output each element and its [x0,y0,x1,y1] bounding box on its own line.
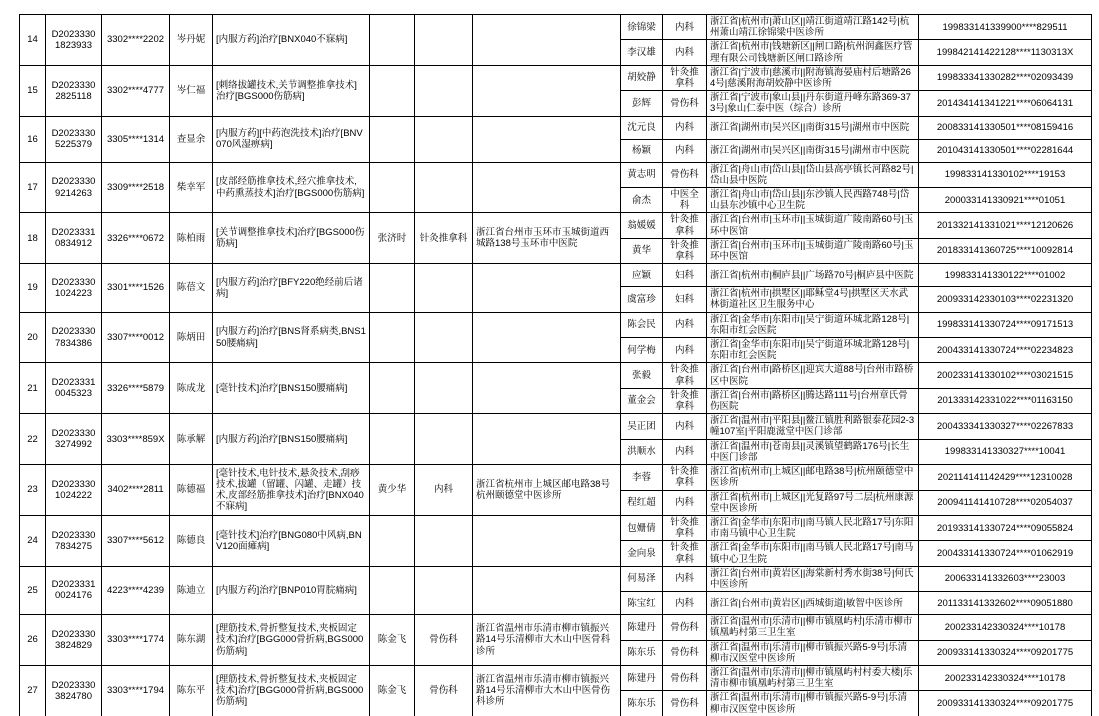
treatment-scope: [毫针技术,电针技术,悬灸技术,刮痧技术,拔罐（留罐、闪罐、走罐）技术,皮部经筋推拿技术]治疗[BNX040不寐病] [213,465,370,516]
assessor-dept: 内科 [663,490,707,515]
row-seq: 15 [20,65,46,116]
row-seq: 19 [20,264,46,312]
acceptance-no: D20233302825118 [46,65,102,116]
treatment-scope: [理筋技术,骨折整复技术,夹板固定技术]治疗[BGG000骨折病,BGS000伤筋病] [213,615,370,666]
assessor-dept: 针灸推拿科 [663,465,707,490]
assessor-dept: 骨伤科 [663,640,707,665]
assessor-name: 黄志明 [621,162,663,187]
mentor-org [473,312,621,363]
assessor-cert-no: 200941141410728****02054037 [919,490,1092,515]
mentor-org: 浙江省温州市乐清市柳市镇振兴路14号乐清柳市大木山中医骨科诊所 [473,615,621,666]
treatment-scope: [毫针技术]治疗[BNG080中风病,BNV120面瘫病] [213,515,370,566]
applicant-name: 陈蓓文 [170,264,213,312]
mentor-name [370,264,415,312]
mentor-dept [415,116,473,162]
id-number-masked: 3307****5612 [102,515,170,566]
assessor-name: 何易泽 [621,566,663,591]
assessor-name: 陈宝红 [621,592,663,615]
assessor-name: 李蓉 [621,465,663,490]
id-number-masked: 3303****859X [102,414,170,465]
mentor-name [370,566,415,614]
assessor-name: 包姗倩 [621,515,663,540]
assessor-dept: 妇科 [663,264,707,287]
assessor-dept: 妇科 [663,287,707,312]
row-seq: 21 [20,363,46,414]
treatment-scope: [皮部经筋推拿技术,经穴推拿技术,中药熏蒸技术]治疗[BGS000伤筋病] [213,162,370,213]
assessor-org: 浙江省|舟山市|岱山县||东沙镇人民西路748号|岱山县东沙镇中心卫生院 [707,188,919,213]
assessor-cert-no: 200933141330324****09201775 [919,691,1092,716]
assessor-name: 张毅 [621,363,663,388]
table-row [20,65,1092,90]
assessor-name: 金向泉 [621,541,663,566]
mentor-dept [415,515,473,566]
acceptance-no: D20233301823933 [46,15,102,66]
assessor-name: 吴正团 [621,414,663,439]
assessor-dept: 骨伤科 [663,162,707,187]
assessor-org: 浙江省|湖州市|吴兴区||南街315号|湖州市中医院 [707,116,919,139]
assessor-org: 浙江省|台州市|玉环市||玉城街道广陵南路60号|玉环中医馆 [707,213,919,238]
applicant-name: 陈德良 [170,515,213,566]
mentor-name [370,15,415,66]
assessor-dept: 骨伤科 [663,91,707,116]
id-number-masked: 3402****2811 [102,465,170,516]
mentor-name: 黄少华 [370,465,415,516]
assessor-org: 浙江省|宁波市|象山县||丹东街道丹峰东路369-373号|象山仁泰中医（综合）诊所 [707,91,919,116]
row-seq: 17 [20,162,46,213]
assessor-dept: 中医全科 [663,188,707,213]
assessor-org: 浙江省|舟山市|岱山县||岱山县高亭镇长河路82号|岱山县中医院 [707,162,919,187]
table-row [20,363,1092,388]
assessor-dept: 内科 [663,414,707,439]
mentor-org: 浙江省温州市乐清市柳市镇振兴路14号乐清柳市大木山中医骨伤科诊所 [473,665,621,716]
applicant-name: 柴幸军 [170,162,213,213]
assessor-dept: 针灸推拿科 [663,363,707,388]
mentor-name [370,312,415,363]
table-row [20,414,1092,439]
mentor-dept [415,566,473,614]
applicant-name: 陈德福 [170,465,213,516]
assessor-name: 李汉雄 [621,40,663,65]
mentor-org: 浙江省台州市玉环市玉城街道西城路138号玉环市中医院 [473,213,621,264]
mentor-org [473,264,621,312]
assessor-name: 黄华 [621,238,663,263]
mentor-name [370,414,415,465]
assessor-dept: 内科 [663,312,707,337]
mentor-org [473,65,621,116]
assessor-name: 何学梅 [621,338,663,363]
assessor-org: 浙江省|杭州市|上城区||邮电路38号|杭州颐德堂中医诊所 [707,465,919,490]
assessor-dept: 针灸推拿科 [663,238,707,263]
assessor-cert-no: 200433341330327****02267833 [919,414,1092,439]
assessor-name: 徐锦梁 [621,15,663,40]
acceptance-no: D20233301024223 [46,264,102,312]
applicant-name: 陈东湖 [170,615,213,666]
assessor-cert-no: 201833141360725****10092814 [919,238,1092,263]
mentor-name [370,65,415,116]
mentor-name [370,363,415,414]
assessor-org: 浙江省|温州市|乐清市||柳市镇振兴路5-9号|乐清柳市汉医堂中医诊所 [707,640,919,665]
assessor-cert-no: 200233142330324****10178 [919,665,1092,690]
acceptance-no: D20233310834912 [46,213,102,264]
mentor-dept: 骨伤科 [415,615,473,666]
table-row [20,312,1092,337]
assessor-name: 俞杰 [621,188,663,213]
treatment-scope: [内服方药]治疗[BFY220绝经前后诸病] [213,264,370,312]
id-number-masked: 3301****1526 [102,264,170,312]
id-number-masked: 4223****4239 [102,566,170,614]
assessor-org: 浙江省|温州市|乐清市||柳市镇凰屿村村委大楼|乐清市柳市镇凰屿村第三卫生室 [707,665,919,690]
row-seq: 20 [20,312,46,363]
table-body [20,15,1092,716]
treatment-scope: [关节调整推拿技术]治疗[BGS000伤筋病] [213,213,370,264]
row-seq: 23 [20,465,46,516]
row-seq: 14 [20,15,46,66]
assessor-dept: 针灸推拿科 [663,388,707,413]
treatment-scope: [毫针技术]治疗[BNS150腰痛病] [213,363,370,414]
mentor-org [473,15,621,66]
mentor-name [370,515,415,566]
mentor-org [473,414,621,465]
applicant-name: 岑仁福 [170,65,213,116]
assessor-org: 浙江省|金华市|东阳市||南马镇人民北路17号|南马镇中心卫生院 [707,541,919,566]
assessor-org: 浙江省|杭州市|萧山区||靖江街道靖江路142号|杭州萧山靖江徐锦梁中医诊所 [707,15,919,40]
table-row [20,213,1092,238]
assessor-org: 浙江省|杭州市|拱墅区||耶稣堂4号|拱墅区天水武林街道社区卫生服务中心 [707,287,919,312]
assessor-dept: 骨伤科 [663,691,707,716]
assessor-name: 程红超 [621,490,663,515]
assessor-cert-no: 201333142331022****01163150 [919,388,1092,413]
assessor-dept: 内科 [663,116,707,139]
assessor-cert-no: 201434141341221****06064131 [919,91,1092,116]
assessor-cert-no: 200833141330501****08159416 [919,116,1092,139]
applicant-name: 陈柏雨 [170,213,213,264]
assessor-org: 浙江省|宁波市|慈溪市||附海镇海晏庙村后塘路264号|慈溪附海胡姣静中医诊所 [707,65,919,90]
assessor-name: 虞富珍 [621,287,663,312]
applicant-name: 陈东平 [170,665,213,716]
table-row [20,465,1092,490]
assessor-dept: 内科 [663,15,707,40]
assessor-name: 陈建丹 [621,615,663,640]
acceptance-no: D20233307834275 [46,515,102,566]
applicant-name: 陈炳田 [170,312,213,363]
assessor-org: 浙江省|温州市|乐清市||柳市镇振兴路5-9号|乐清柳市汉医堂中医诊所 [707,691,919,716]
mentor-dept [415,363,473,414]
assessor-cert-no: 201133141332602****09051880 [919,592,1092,615]
acceptance-no: D20233310024176 [46,566,102,614]
acceptance-no: D20233309214263 [46,162,102,213]
treatment-scope: [内服方药][中药泡洗技术]治疗[BNV070风湿痹病] [213,116,370,162]
assessor-org: 浙江省|台州市|黄岩区||西城街道|敏智中医诊所 [707,592,919,615]
assessor-name: 杨颖 [621,139,663,162]
acceptance-no: D20233310045323 [46,363,102,414]
table-row [20,116,1092,139]
row-seq: 25 [20,566,46,614]
assessor-dept: 针灸推拿科 [663,515,707,540]
assessor-cert-no: 199833141330102****19153 [919,162,1092,187]
assessor-cert-no: 200933142330103****02231320 [919,287,1092,312]
mentor-name: 陈金飞 [370,665,415,716]
assessor-org: 浙江省|温州市|平阳县||鳌江镇胜利路银泰花园2‐3幢107室|平阳鹿滋堂中医门诊部 [707,414,919,439]
assessor-name: 董金会 [621,388,663,413]
mentor-name: 陈金飞 [370,615,415,666]
id-number-masked: 3303****1794 [102,665,170,716]
assessor-name: 胡姣静 [621,65,663,90]
table-row [20,515,1092,540]
acceptance-no: D20233307834386 [46,312,102,363]
mentor-org [473,116,621,162]
assessor-org: 浙江省|台州市|路桥区||腾达路111号|台州章氏骨伤医院 [707,388,919,413]
assessor-org: 浙江省|金华市|东阳市||吴宁街道环城北路128号|东阳市红会医院 [707,312,919,337]
assessor-org: 浙江省|温州市|苍南县||灵溪镇望鹤路176号|长生中医门诊部 [707,439,919,464]
table-row [20,162,1092,187]
assessor-dept: 针灸推拿科 [663,213,707,238]
acceptance-no: D20233303824829 [46,615,102,666]
assessor-org: 浙江省|金华市|东阳市||南马镇人民北路17号|东阳市南马镇中心卫生院 [707,515,919,540]
mentor-dept [415,264,473,312]
assessor-name: 陈建丹 [621,665,663,690]
row-seq: 27 [20,665,46,716]
assessor-org: 浙江省|杭州市|桐庐县||广场路70号|桐庐县中医院 [707,264,919,287]
table-row [20,15,1092,40]
mentor-name: 张济时 [370,213,415,264]
id-number-masked: 3309****2518 [102,162,170,213]
treatment-scope: [理筋技术,骨折整复技术,夹板固定技术]治疗[BGG000骨折病,BGS000伤筋病] [213,665,370,716]
assessor-org: 浙江省|台州市|黄岩区||海棠新村秀水街38号|何氏中医诊所 [707,566,919,591]
assessor-dept: 针灸推拿科 [663,541,707,566]
assessor-dept: 针灸推拿科 [663,65,707,90]
treatment-scope: [内服方药]治疗[BNS肾系病类,BNS150腰痛病] [213,312,370,363]
assessor-cert-no: 200233142330324****10178 [919,615,1092,640]
applicant-name: 岑丹妮 [170,15,213,66]
assessor-cert-no: 200933141330324****09201775 [919,640,1092,665]
assessor-cert-no: 199833141339900****829511 [919,15,1092,40]
assessor-dept: 内科 [663,439,707,464]
assessor-name: 陈东乐 [621,640,663,665]
assessor-cert-no: 200233141330102****03021515 [919,363,1092,388]
registration-table [19,14,1092,716]
mentor-dept [415,414,473,465]
assessor-org: 浙江省|湖州市|吴兴区||南街315号|湖州市中医院 [707,139,919,162]
acceptance-no: D20233305225379 [46,116,102,162]
mentor-org [473,363,621,414]
treatment-scope: [内服方药]治疗[BNS150腰痛病] [213,414,370,465]
assessor-name: 洪顺水 [621,439,663,464]
treatment-scope: [刺络拔罐技术,关节调整推拿技术]治疗[BGS000伤筋病] [213,65,370,116]
treatment-scope: [内服方药]治疗[BNX040不寐病] [213,15,370,66]
assessor-cert-no: 199833141330122****01002 [919,264,1092,287]
assessor-org: 浙江省|温州市|乐清市||柳市镇凰屿村|乐清市柳市镇凰屿村第三卫生室 [707,615,919,640]
assessor-cert-no: 199833141330724****09171513 [919,312,1092,337]
assessor-name: 沈元良 [621,116,663,139]
mentor-name [370,116,415,162]
row-seq: 16 [20,116,46,162]
mentor-dept [415,162,473,213]
id-number-masked: 3305****1314 [102,116,170,162]
id-number-masked: 3302****2202 [102,15,170,66]
id-number-masked: 3303****1774 [102,615,170,666]
mentor-dept: 骨伤科 [415,665,473,716]
assessor-cert-no: 201332141331021****12120626 [919,213,1092,238]
assessor-cert-no: 201933141330724****09055824 [919,515,1092,540]
assessor-org: 浙江省|台州市|路桥区||迎宾大道88号|台州市路桥区中医院 [707,363,919,388]
assessor-dept: 内科 [663,592,707,615]
acceptance-no: D20233301024222 [46,465,102,516]
acceptance-no: D20233303824780 [46,665,102,716]
assessor-cert-no: 201043141330501****02281644 [919,139,1092,162]
row-seq: 22 [20,414,46,465]
assessor-name: 陈会民 [621,312,663,337]
assessor-cert-no: 200433141330724****01062919 [919,541,1092,566]
assessor-cert-no: 200633141332603****23003 [919,566,1092,591]
mentor-org [473,162,621,213]
assessor-cert-no: 200433141330724****02234823 [919,338,1092,363]
assessor-name: 彭辉 [621,91,663,116]
assessor-dept: 内科 [663,338,707,363]
applicant-name: 查显余 [170,116,213,162]
mentor-dept [415,15,473,66]
mentor-name [370,162,415,213]
mentor-dept: 针灸推拿科 [415,213,473,264]
id-number-masked: 3307****0012 [102,312,170,363]
applicant-name: 陈成龙 [170,363,213,414]
table-row [20,615,1092,640]
assessor-name: 应颖 [621,264,663,287]
assessor-name: 陈东乐 [621,691,663,716]
assessor-org: 浙江省|台州市|玉环市||玉城街道广陵南路60号|玉环中医馆 [707,238,919,263]
assessor-org: 浙江省|金华市|东阳市||吴宁街道环城北路128号|东阳市红会医院 [707,338,919,363]
mentor-org [473,566,621,614]
mentor-dept [415,65,473,116]
id-number-masked: 3302****4777 [102,65,170,116]
treatment-scope: [内服方药]治疗[BNP010胃脘痛病] [213,566,370,614]
assessor-cert-no: 199833341330282****02093439 [919,65,1092,90]
assessor-cert-no: 199842141422128****1130313X [919,40,1092,65]
assessor-name: 翁媛媛 [621,213,663,238]
table-row [20,665,1092,690]
row-seq: 26 [20,615,46,666]
table-row [20,566,1092,591]
id-number-masked: 3326****5879 [102,363,170,414]
id-number-masked: 3326****0672 [102,213,170,264]
table-row [20,264,1092,287]
assessor-dept: 骨伤科 [663,615,707,640]
assessor-dept: 内科 [663,139,707,162]
acceptance-no: D20233303274992 [46,414,102,465]
assessor-cert-no: 200033141330921****01051 [919,188,1092,213]
assessor-dept: 骨伤科 [663,665,707,690]
assessor-org: 浙江省|杭州市|上城区||光复路97号二层|杭州康源堂中医诊所 [707,490,919,515]
mentor-org [473,515,621,566]
mentor-dept [415,312,473,363]
applicant-name: 陈承解 [170,414,213,465]
assessor-org: 浙江省|杭州市|钱塘新区||闸口路|杭州润鑫医疗管理有限公司钱塘新区闸口路诊所 [707,40,919,65]
assessor-cert-no: 199833141330327****10041 [919,439,1092,464]
mentor-org: 浙江省杭州市上城区邮电路38号杭州颐德堂中医诊所 [473,465,621,516]
mentor-dept: 内科 [415,465,473,516]
assessor-cert-no: 202114141142429****12310028 [919,465,1092,490]
assessor-dept: 内科 [663,566,707,591]
assessor-dept: 内科 [663,40,707,65]
row-seq: 18 [20,213,46,264]
row-seq: 24 [20,515,46,566]
applicant-name: 陈迪立 [170,566,213,614]
